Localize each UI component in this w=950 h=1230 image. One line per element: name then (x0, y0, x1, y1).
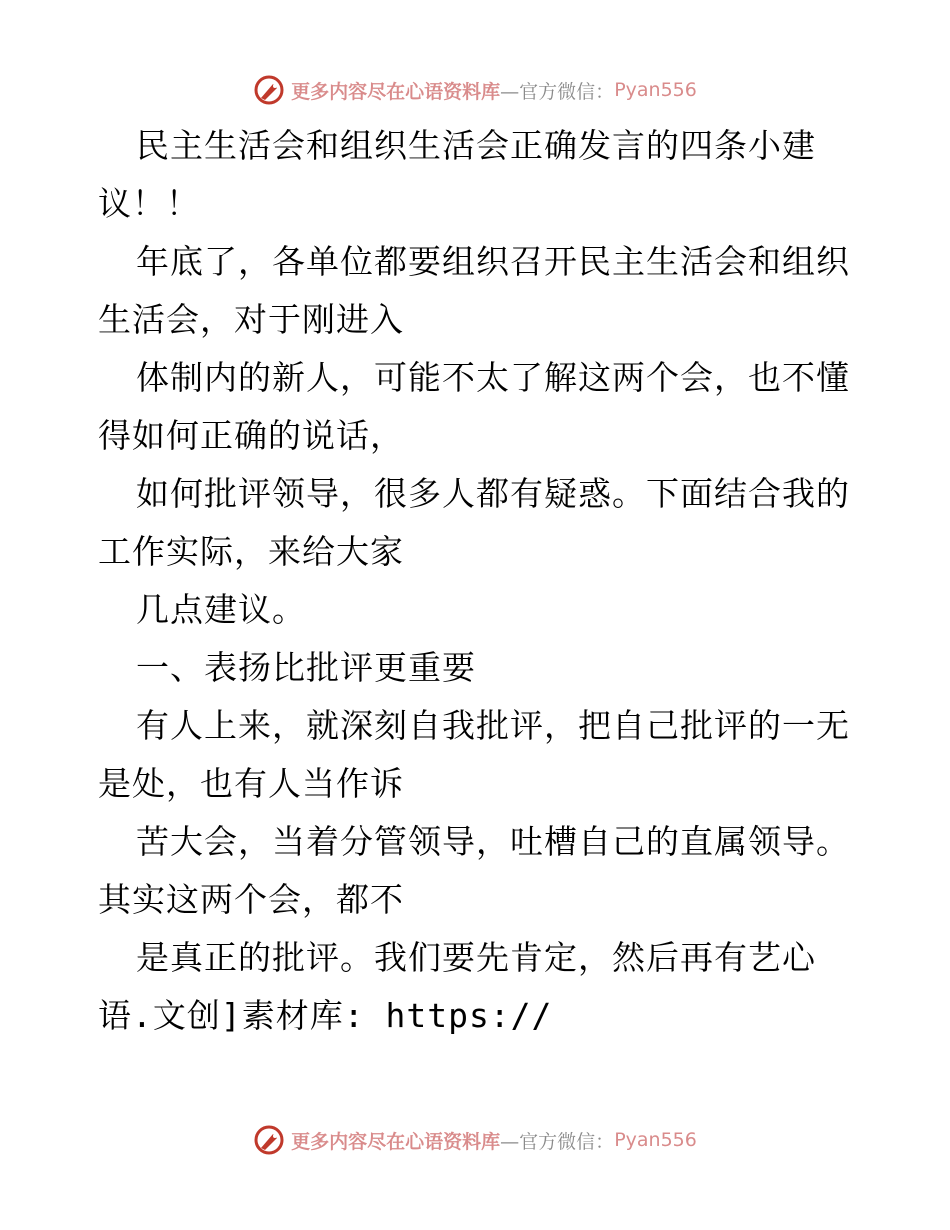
pen-nib-logo-icon (253, 74, 285, 106)
text-line: 生活会，对于刚进入 (98, 300, 404, 339)
text-line: 是处，也有人当作诉 (98, 764, 404, 803)
text-line: 年底了，各单位都要组织召开民主生活会和组织 (136, 242, 850, 281)
section-heading: 一、表扬比批评更重要 (136, 648, 476, 687)
text-line: 议！！ (98, 184, 200, 223)
text-line: 民主生活会和组织生活会正确发言的四条小建 (136, 126, 816, 165)
text-line: 工作实际，来给大家 (98, 532, 404, 571)
text-line: 几点建议。 (136, 590, 306, 629)
text-line: 其实这两个会，都不 (98, 880, 404, 919)
document-body (98, 117, 858, 1045)
text-line: 体制内的新人，可能不太了解这两个会，也不懂 (136, 358, 850, 397)
text-line: 苦大会，当着分管领导，吐槽自己的直属领导。 (136, 822, 850, 861)
watermark-account: Pyan556 (614, 79, 697, 101)
text-line: 有人上来，就深刻自我批评，把自己批评的一无 (136, 706, 850, 745)
text-line: 如何批评领导，很多人都有疑惑。下面结合我的 (136, 474, 850, 513)
header-watermark (0, 70, 950, 110)
text-line: 语.文创]素材库: https:// (98, 996, 553, 1035)
text-line: 是真正的批评。我们要先肯定，然后再有艺心 (136, 938, 816, 977)
watermark-separator: —官方微信： (500, 80, 615, 103)
footer-watermark (0, 1120, 950, 1160)
watermark-title: 更多内容尽在心语资料库 (291, 1130, 501, 1153)
watermark-title: 更多内容尽在心语资料库 (291, 80, 501, 103)
watermark-separator: —官方微信： (500, 1130, 615, 1153)
watermark-account: Pyan556 (614, 1129, 697, 1151)
pen-nib-logo-icon (253, 1124, 285, 1156)
text-line: 得如何正确的说话， (98, 416, 404, 455)
